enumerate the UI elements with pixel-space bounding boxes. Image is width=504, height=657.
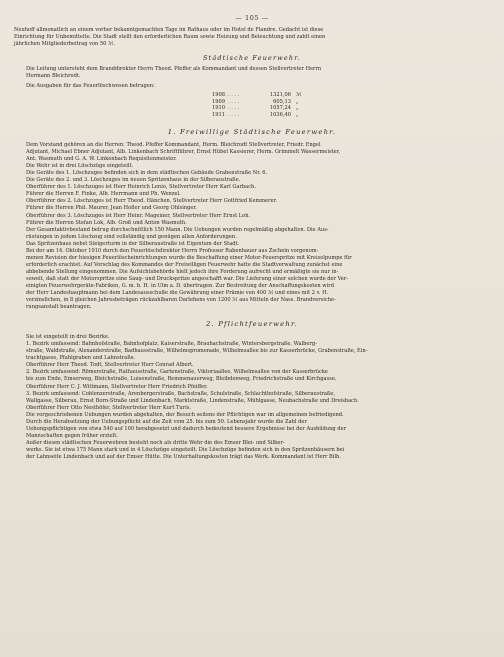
ausgaben-dots: . . . . [227,105,240,112]
text-line: verzinslichen, in 8 gleichen Jahresbeträgen rückzahlbaren Darlehens von 1200 ℳ aus Mitteln der Nass. Brandversiche- [26,297,336,304]
bezirk2-paragraph [14,369,490,390]
text-line: soweit, daß statt der Motorspritze eine Saug- und Druckspritze angeschafft war. Die Lieferung einer solchen wurde der Ver- [26,275,348,282]
text-line: straße, Waldstraße, Alexanderstraße, Badhausstraße, Wilhelmspromenade, Wilhelmsallee bis zur Kasserbrücke, Grabenstraße, Ein- [26,348,368,355]
text-line: Dem Vorstand gehören an die Herren: Theod. Pfeffer Kommandant, Herm. Bleichrodt Stellvertreter, Friedr. Engel [26,142,321,149]
zug3-paragraph [14,213,490,227]
text-line: bis zum Ende, Emserweg, Bleichstraße, Luisenstraße, Remmenauerweg, Bleibdenweg, Friedrichstraße und Kirchgasse. [26,376,337,383]
ausgaben-amount: 1057,24 [269,105,291,112]
text-line: werks. Sie ist etwa 175 Mann stark und in 4 Löschzüge eingeteilt. Die Löschzüge befinden sich in den Spritzenhäusern bei [26,446,345,453]
text-line: Einrichtung für Unbemittelte. Die Stadt stellt den erforderlichen Raum sowie Heizung und Beleuchtung und zahlt einen [14,34,326,41]
ausgaben-dots: . . . . [227,91,240,98]
ausgaben-unit: „ [295,98,299,105]
text-line: Führer die Herren Phil. Maurer, Jean Hofler und Georg Ohlsinger. [26,205,197,212]
vorstand-paragraph [14,142,490,163]
text-line: Führer die Herren F. Finke, Alb. Herrmann und Ph. Wenzel. [26,191,181,198]
text-line: erforderlich erachtet. Auf Vorschlag des Kommandos der Freiwilligen Feuerwehr hatte die Stadtverwaltung zunächst eine [26,261,343,268]
ausgaben-row [212,99,304,106]
ausgaben-dots: . . . . [227,112,240,119]
section-heading-pflicht: 2. Pflichtfeuerwehr. [205,320,299,329]
ausgaben-unit: „ [295,105,299,112]
text-line: menen Revision der hiesigen Feuerlöscheinrichtungen wurde die Beschaffung einer Motor-Feuerspritze mit Kreiselpumpe für [26,254,352,261]
text-line: Mannschaften gegen früher erzielt. [26,432,118,439]
zug1-paragraph [14,184,490,198]
text-line: Adjutant, Michael Ebner Adjutant, Alb. Linkenbach Schriftführer, Ernst Hübel Kassierer, Herm. Grimmelt Wassermeister, [26,149,341,156]
section-heading-staedtische: Städtische Feuerwehr. [202,54,302,63]
wehr-paragraph: Die Wehr ist in drei Löschzüge eingeteilt. [26,163,134,170]
text-line: Wallgasse, Silberau, Ernst Born-Straße und Lindenbach, Marktstraße, Lindenstraße, Mühlgasse, Neubachstraße und Dreisbach. [26,397,359,404]
text-line: jährlichen Mitgliederbeitrag von 50 ℳ. [14,41,116,48]
gesamt-paragraph [14,227,490,241]
ausgaben-year: 1908 [212,91,225,98]
text-line: Oberführer des 3. Löschzuges ist Herr Heinr. Mageiner, Stellvertreter Herr Ernst Loh. [26,212,251,219]
text-line: der Lahnseite Lindenbach und auf der Emser Hütte. Die Unterhaltungskosten trägt das Werk. Kommandant ist Herr Bilh. [26,453,341,460]
uebungen-paragraph: Die vorgeschriebenen Uebungen wurden abgehalten, der Besuch seitens der Pflichtigen war im allgemeinen befriedigend. [26,411,344,418]
text-line: einigten Feuerwehrgeräte-Fabriken, G. m. b. H. in Ulm a. D. übertragen. Zur Bestreitung der Anschaffungskosten wird [26,283,334,289]
text-line: Oberführer Herr Otto Nesthöfer, Stellvertreter Herr Kurt Turis. [26,404,191,411]
text-line: rüstungen in jedem Löschzug sind vollständig und genügen allen Anforderungen. [26,233,237,240]
page-number: — 105 — [235,14,269,22]
ausgaben-year: 1909 [212,98,225,105]
ausgaben-amount: 605,13 [273,98,291,105]
ausgaben-year: 1911 [212,112,225,119]
text-line: Uebungspflichtigen von etwa 540 auf 100 herabgesetzt und dadurch bedeutend bessere Ergebnisse bei der Ausbildung der [26,425,346,432]
ausgaben-amount: 1036,40 [269,112,291,119]
text-line: trachtgasse, Pfahlgraben und Lahnstraße. [26,355,136,362]
spritzenhaus-paragraph: Das Spritzenhaus nebst Steigerturm in der Silberaustraße ist Eigentum der Stadt. [26,240,240,247]
geraete1-paragraph: Die Geräte des 1. Löschzuges befinden sich in dem städtischen Gebäude Grabenstraße Nr. 6. [26,170,268,177]
text-line: Der Gesamtaktivbestand betrug durchschnittlich 150 Mann. Die Uebungen wurden regelmäßig abgehalten. Die Aus- [26,226,329,233]
leitung-paragraph [14,66,490,80]
text-line: Außer diesen städtischen Feuerwehren besteht noch als dritte Wehr die des Emser Blei- und Silber- [26,439,285,446]
text-line: Neuhoff allmonatlich an einem vorher bekanntgemachten Tage im Rathaus oder im Hotel de Flandre. Gedacht ist diese [14,27,324,33]
herabsetzung-paragraph [14,419,490,440]
ausgaben-amount: 1321,06 [269,91,291,98]
text-line: Bei der am 14. Oktober 1910 durch den Feuerlöschdirektor Herrn Professor Rabenhauer aus Zschein vorgenom- [26,247,319,254]
text-line: 2. Bezirk umfassend: Römerstraße, Rathausstraße, Gartenstraße, Viktoriaallee, Wilhelmsallee von der Kasserbrücke [26,369,328,376]
bezirk1-paragraph [14,341,490,369]
bezirke-intro: Sie ist eingeteilt in drei Bezirke. [26,334,110,341]
text-line: Durch die Herabsetzung der Uebungspflicht auf die Zeit vom 25. bis zum 50. Lebensjahr wurde die Zahl der [26,418,307,425]
bezirk3-paragraph [14,391,490,412]
text-line: Hermann Bleichrodt. [26,73,81,80]
text-line: der Herr Landeshauptmann bei dem Landesausschuße die Gewährung einer Prämie von 400 ℳ und eines mit 2 v. H. [26,290,329,297]
ausgaben-dots: . . . . [227,98,240,105]
text-line: abbebende Stellung eingenommen. Die Aufsichtsbehörde hielt jedoch ihre Forderung aufrecht und ermäßigte sie nur in- [26,268,339,275]
ausgaben-intro: Die Ausgaben für das Feuerlöschwesen betrugen: [26,82,155,89]
text-line: Oberführer des 1. Löschzuges ist Herr Heinrich Lenio, Stellvertreter Herr Karl Garbach. [26,184,256,191]
text-line: rungsanstalt beantragen. [26,304,92,311]
section-heading-freiwillige: 1. Freiwillige Städtische Feuerwehr. [167,128,337,137]
text-line: Oberführer Herr Theod. Todt, Stellvertreter Herr Conrad Albert. [26,362,194,369]
ausgaben-unit: ℳ [295,91,302,98]
text-line: Ant. Wasmuth und G. A. W. Linkenbach Requisitenmeister. [26,156,177,163]
geraete2-paragraph: Die Geräte des 2. und 3. Löschzuges im neuen Spritzenhaus in der Silberaustraße. [26,177,241,184]
revision-paragraph [14,248,490,311]
text-line: 1. Bezirk umfassend: Bahnhofstraße, Bahnhofplatz, Kaiserstraße, Brauhachstraße, Wintersbergstraße, Walberg- [26,341,317,348]
intro-paragraph [14,27,490,48]
text-line: Oberführer Herr C. J. Wittmann, Stellvertreter Herr Friedrich Pfeiffer. [26,383,208,390]
ausgaben-row [212,105,304,112]
silberwerk-paragraph [14,440,490,461]
text-line: 3. Bezirk umfassend: Coblenzerstraße, Arenbergerstraße, Bachstraße, Schulstraße, Schlachthofstraße, Silberaustraße, [26,390,335,397]
ausgaben-year: 1910 [212,105,225,112]
ausgaben-row [212,112,304,119]
ausgaben-unit: „ [295,112,299,119]
ausgaben-row [212,92,304,99]
ausgaben-table [212,92,304,119]
text-line: Führer die Herren Stefan Lok, Alb. Groß und Anton Wasmuth. [26,219,187,226]
zug2-paragraph [14,198,490,212]
text-line: Oberführer des 2. Löschzuges ist Herr Theod. Hänchen, Stellvertreter Herr Gottfried Kemmerer. [26,198,278,205]
text-line: Die Leitung untersteht dem Branddirektor Herrn Theod. Pfeffer als Kommandant und dessen Stellvertreter Herrn [26,66,322,73]
